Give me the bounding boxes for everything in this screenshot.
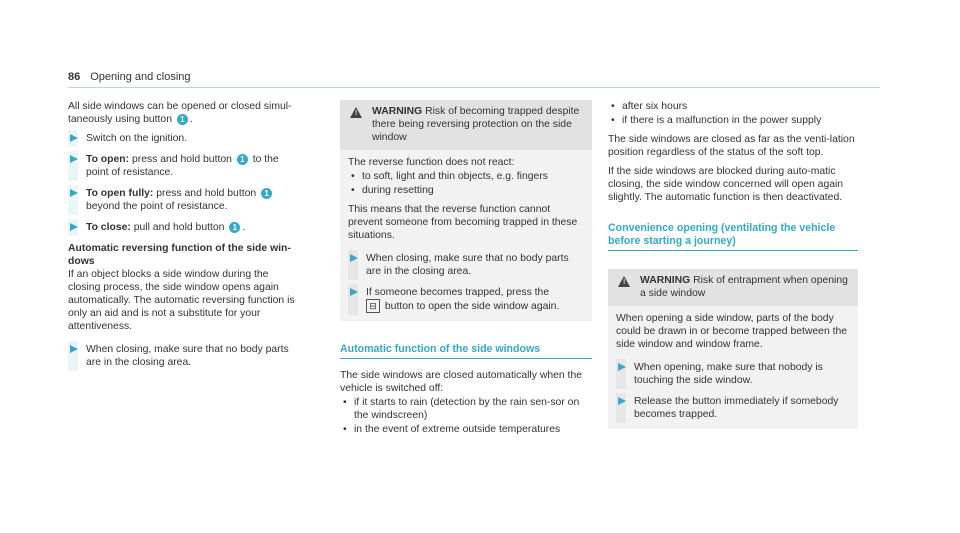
warning-header: ! WARNING Risk of entrapment when opening a side window [608, 269, 858, 306]
page-number: 86 [68, 71, 81, 83]
warning-step: Release the button immediately if somebody becomes trapped. [616, 395, 850, 421]
auto-function-paragraph: The side windows are closed automatically when the vehicle is switched off: [340, 370, 582, 394]
warning-step: If someone becomes trapped, press the ⊟ button to open the side window again. [348, 286, 584, 313]
section-heading-convenience-opening: Convenience opening (ventilating the vehicle before starting a journey) [608, 222, 858, 251]
ventilation-paragraph: The side windows are closed as far as the venti-lation position regardless of the status of the soft top. [608, 134, 855, 158]
step-arrow-icon [350, 288, 358, 296]
section-title: Opening and closing [90, 71, 191, 83]
page-header [68, 71, 191, 84]
column-right [608, 100, 858, 437]
section-heading-auto-function: Automatic function of the side windows [340, 343, 592, 359]
list-item: • if it starts to rain (detection by the rain sen-sor on the windscreen) [340, 396, 592, 422]
blocked-paragraph: If the side windows are blocked during auto-matic closing, the side window concerned will open again slightly. The automatic function is then deactivated. [608, 166, 844, 203]
warning-para: The reverse function does not react: [348, 157, 515, 168]
step-arrow-icon [618, 397, 626, 405]
auto-reversing-paragraph: If an object blocks a side window during the closing process, the side window opens again automatically. The automatic reversing function is only an aid and is not a substitute for your attentiveness. [68, 269, 295, 332]
warning-title: Risk of becoming trapped despite there being reversing protection on the side window [372, 106, 580, 143]
warning-body [340, 150, 592, 321]
warning-label: WARNING [640, 275, 691, 286]
column-middle [340, 100, 592, 442]
subheading-auto-reversing: Automatic reversing function of the side win-dows [68, 243, 291, 267]
button-1-badge: 1 [237, 154, 248, 165]
step-arrow-icon [618, 363, 626, 371]
step-arrow-icon [350, 254, 358, 262]
step-to-open-fully: To open fully: press and hold button 1 beyond the point of resistance. [68, 187, 300, 213]
step-arrow-icon [70, 134, 78, 142]
step-arrow-icon [70, 155, 78, 163]
window-button-icon: ⊟ [366, 299, 380, 313]
button-1-badge: 1 [177, 114, 188, 125]
warning-title: Risk of entrapment when opening a side window [640, 275, 848, 299]
step-closing-caution: When closing, make sure that no body parts are in the closing area. [68, 343, 300, 369]
warning-box-trapped [340, 100, 592, 321]
warning-step: When opening, make sure that nobody is touching the side window. [616, 361, 850, 387]
step-arrow-icon [70, 223, 78, 231]
warning-para: When opening a side window, parts of the body could be drawn in or become trapped between the side window and window frame. [616, 313, 848, 350]
button-1-badge: 1 [229, 222, 240, 233]
warning-body [608, 306, 858, 429]
list-item: • after six hours [608, 100, 858, 113]
column-left [68, 100, 300, 377]
auto-function-bullets-continued [608, 100, 858, 127]
warning-para: This means that the reverse function cannot prevent someone from becoming trapped in these situations. [348, 204, 578, 241]
warning-header: ! WARNING Risk of becoming trapped despite there being reversing protection on the side window [340, 100, 592, 150]
warning-label: WARNING [372, 106, 423, 117]
warning-bullet-list [348, 170, 584, 197]
step-switch-on-ignition: Switch on the ignition. [68, 132, 300, 145]
list-item: • to soft, light and thin objects, e.g. fingers [348, 170, 584, 183]
intro-paragraph: All side windows can be opened or closed simul-taneously using button 1 . [68, 101, 292, 125]
step-to-open: To open: press and hold button 1 to the point of resistance. [68, 153, 300, 179]
header-rule [68, 87, 880, 88]
warning-step: When closing, make sure that no body parts are in the closing area. [348, 252, 584, 278]
list-item: • during resetting [348, 184, 584, 197]
list-item: • in the event of extreme outside temperatures [340, 423, 592, 436]
list-item: • if there is a malfunction in the power supply [608, 114, 858, 127]
step-to-close: To close: pull and hold button 1 . [68, 221, 300, 234]
auto-function-bullets [340, 396, 592, 436]
button-1-badge: 1 [261, 188, 272, 199]
warning-box-entrapment [608, 269, 858, 429]
step-arrow-icon [70, 345, 78, 353]
step-arrow-icon [70, 189, 78, 197]
